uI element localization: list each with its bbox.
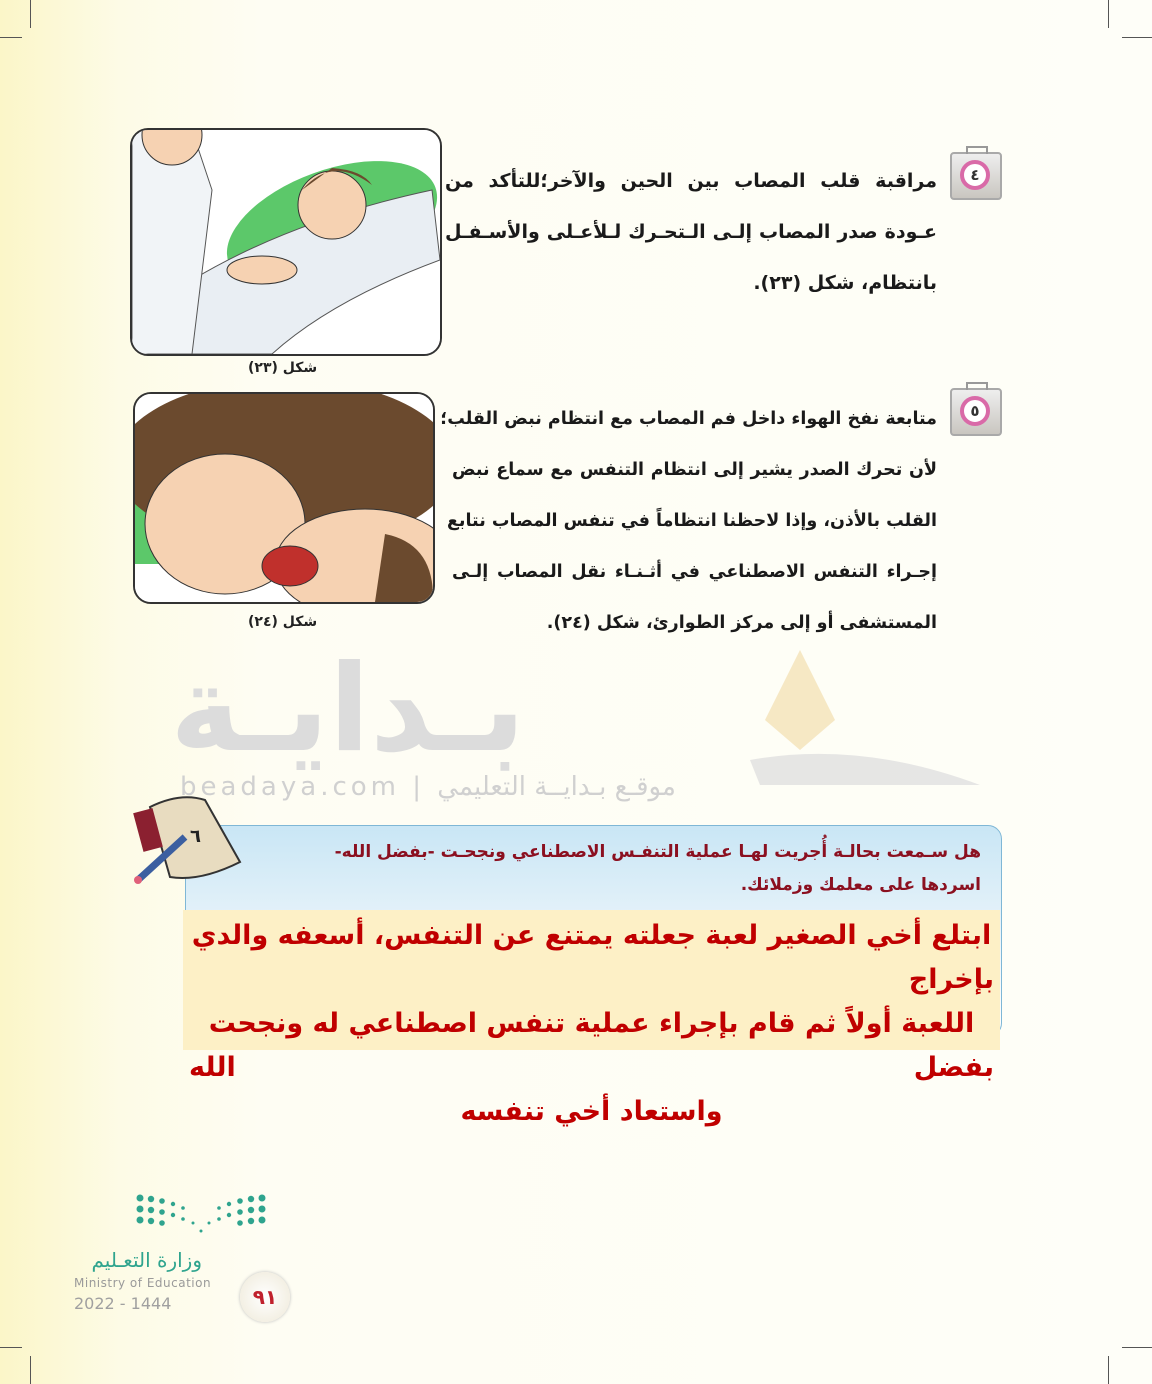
ministry-logo-icon — [135, 1193, 267, 1238]
svg-text:٦: ٦ — [190, 826, 201, 847]
ministry-name-ar: وزارة التعـليم — [91, 1248, 202, 1272]
crop-mark — [0, 37, 22, 38]
text-line: لأن تحرك الصدر يشير إلى انتظام التنفس مع سماع نبض — [452, 460, 937, 480]
figure-24-image — [133, 392, 435, 604]
text-line: عـودة صدر المصاب إلـى الـتحـرك لـلأعـلى والأسـفـل — [445, 221, 937, 243]
item-5-text — [440, 394, 937, 649]
text-line: إجـراء التنفس الاصطناعي في أثـنـاء نقل المصاب إلـى — [452, 562, 937, 582]
activity-answer-box — [183, 910, 1000, 1127]
page-number: ٩١ — [252, 1285, 278, 1309]
answer-line: واستعاد أخي تنفسه — [460, 1096, 723, 1127]
ministry-name-en: Ministry of Education — [74, 1276, 212, 1290]
watermark-logo: بـدايـة — [170, 640, 526, 779]
activity-question — [256, 836, 981, 902]
item-number-badge: ٤ — [950, 152, 1002, 200]
crop-mark — [1122, 37, 1152, 38]
text-line: القلب بالأذن، وإذا لاحظنا انتظاماً في تنفس المصاب نتابع — [446, 511, 937, 531]
crop-mark — [1122, 1347, 1152, 1348]
text-line: بانتظام، شكل (٢٣). — [753, 272, 937, 294]
page-number-badge — [240, 1272, 290, 1322]
question-line: اسردها على معلمك وزملائك. — [740, 875, 981, 895]
crop-mark — [1108, 1356, 1109, 1384]
crop-mark — [30, 1356, 31, 1384]
question-line: هل سـمعت بحالـة أُجريت لهـا عملية التنفـس الاصطناعي ونجحـت -بفضل الله- — [334, 842, 981, 862]
figure-24-caption: شكل (٢٤) — [248, 614, 318, 630]
text-line: متابعة نفخ الهواء داخل فم المصاب مع انتظام نبض القلب؛ — [440, 409, 937, 429]
figure-23-caption: شكل (٢٣) — [248, 360, 318, 376]
figure-23-image — [130, 128, 442, 356]
edition-year: 2022 - 1444 — [74, 1294, 172, 1313]
item-4-text — [445, 156, 937, 309]
text-line: المستشفى أو إلى مركز الطوارئ، شكل (٢٤). — [546, 613, 937, 633]
answer-line: ابتلع أخي الصغير لعبة جعلته يمتنع عن التنفس، أسعفه والدي بإخراج — [191, 920, 994, 995]
crop-mark — [0, 1347, 22, 1348]
text-line: مراقبة قلب المصاب بين الحين والآخر؛للتأكد من — [445, 170, 937, 192]
answer-line: اللعبة أولاً ثم قام بإجراء عملية تنفس اصطناعي له ونجحت بفضل الله — [189, 1008, 994, 1083]
watermark-pen-icon — [740, 650, 980, 790]
crop-mark — [30, 0, 31, 28]
watermark-site: beadaya.com | موقـع بـدايــة التعليمي — [180, 772, 676, 802]
item-number-badge: ٥ — [950, 388, 1002, 436]
crop-mark — [1108, 0, 1109, 28]
activity-notepad-pencil-icon — [130, 792, 245, 887]
